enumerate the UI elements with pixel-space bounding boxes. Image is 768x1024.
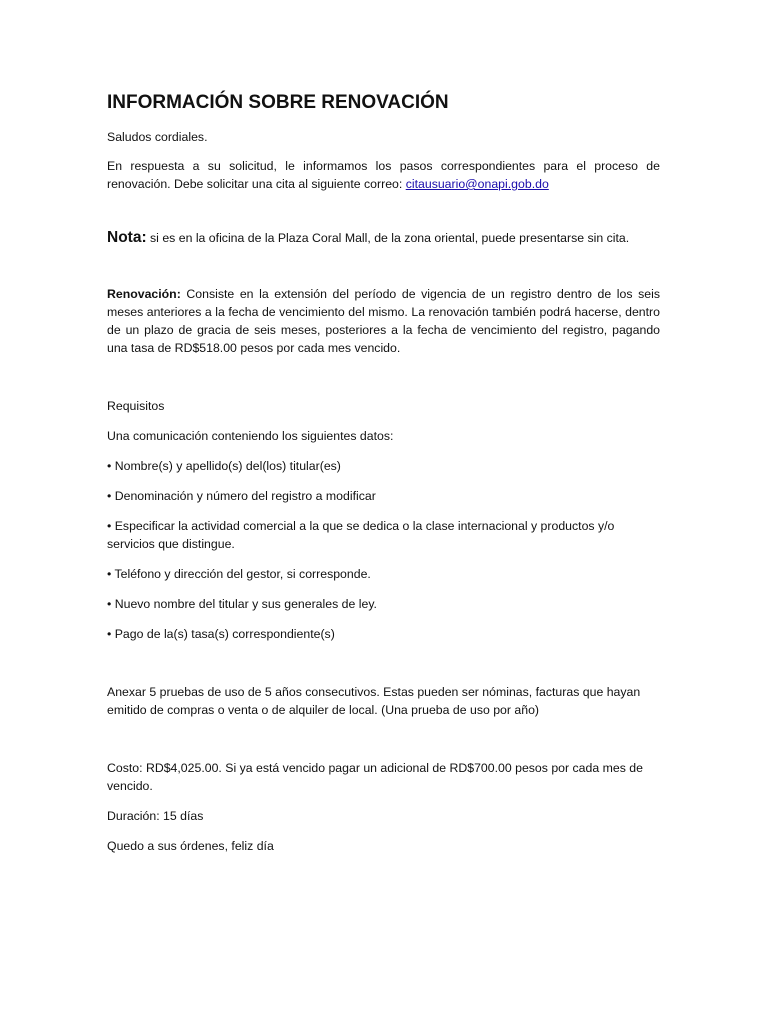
list-item: • Nombre(s) y apellido(s) del(los) titular(es) — [107, 459, 341, 473]
list-item: • Denominación y número del registro a modificar — [107, 489, 376, 503]
renovacion-paragraph — [107, 285, 660, 357]
renovacion-label: Renovación: — [107, 287, 181, 301]
intro-text: En respuesta a su solicitud, le informamos los pasos correspondientes para el proceso de renovación. Debe solicitar una cita al siguiente correo: — [107, 159, 660, 191]
document-page — [107, 92, 660, 855]
email-link[interactable]: citausuario@onapi.gob.do — [405, 177, 549, 191]
nota-label: Nota: — [107, 229, 147, 246]
requisitos-list — [107, 457, 660, 643]
list-item: • Nuevo nombre del titular y sus generales de ley. — [107, 597, 377, 611]
closing-line: Quedo a sus órdenes, feliz día — [107, 839, 274, 853]
costo-paragraph: Costo: RD$4,025.00. Si ya está vencido pagar un adicional de RD$700.00 pesos por cada mes de vencido. — [107, 761, 643, 793]
anexar-paragraph: Anexar 5 pruebas de uso de 5 años consecutivos. Estas pueden ser nóminas, facturas que hayan emitido de compras o venta o de alquiler de local. (Una prueba de uso por año) — [107, 685, 641, 717]
greeting: Saludos cordiales. — [107, 130, 208, 144]
requisitos-intro: Una comunicación conteniendo los siguientes datos: — [107, 429, 394, 443]
duracion-line: Duración: 15 días — [107, 809, 204, 823]
document-title: INFORMACIÓN SOBRE RENOVACIÓN — [107, 92, 449, 113]
list-item: • Teléfono y dirección del gestor, si corresponde. — [107, 567, 371, 581]
intro-paragraph — [107, 157, 660, 193]
renovacion-text: Consiste en la extensión del período de vigencia de un registro dentro de los seis meses anteriores a la fecha de vencimiento del mismo. La renovación también podrá hacerse, dentro de un plazo de gracia de seis meses, posteriores a la fecha de vencimiento del registro, pagando una tasa de RD$518.00 pesos por cada mes vencido. — [107, 287, 660, 355]
nota-paragraph — [107, 229, 660, 247]
list-item: • Pago de la(s) tasa(s) correspondiente(s) — [107, 627, 335, 641]
requisitos-heading: Requisitos — [107, 399, 165, 413]
nota-text: si es en la oficina de la Plaza Coral Mall, de la zona oriental, puede presentarse sin cita. — [146, 231, 630, 245]
list-item: • Especificar la actividad comercial a la que se dedica o la clase internacional y productos y/o servicios que distingue. — [107, 519, 615, 551]
